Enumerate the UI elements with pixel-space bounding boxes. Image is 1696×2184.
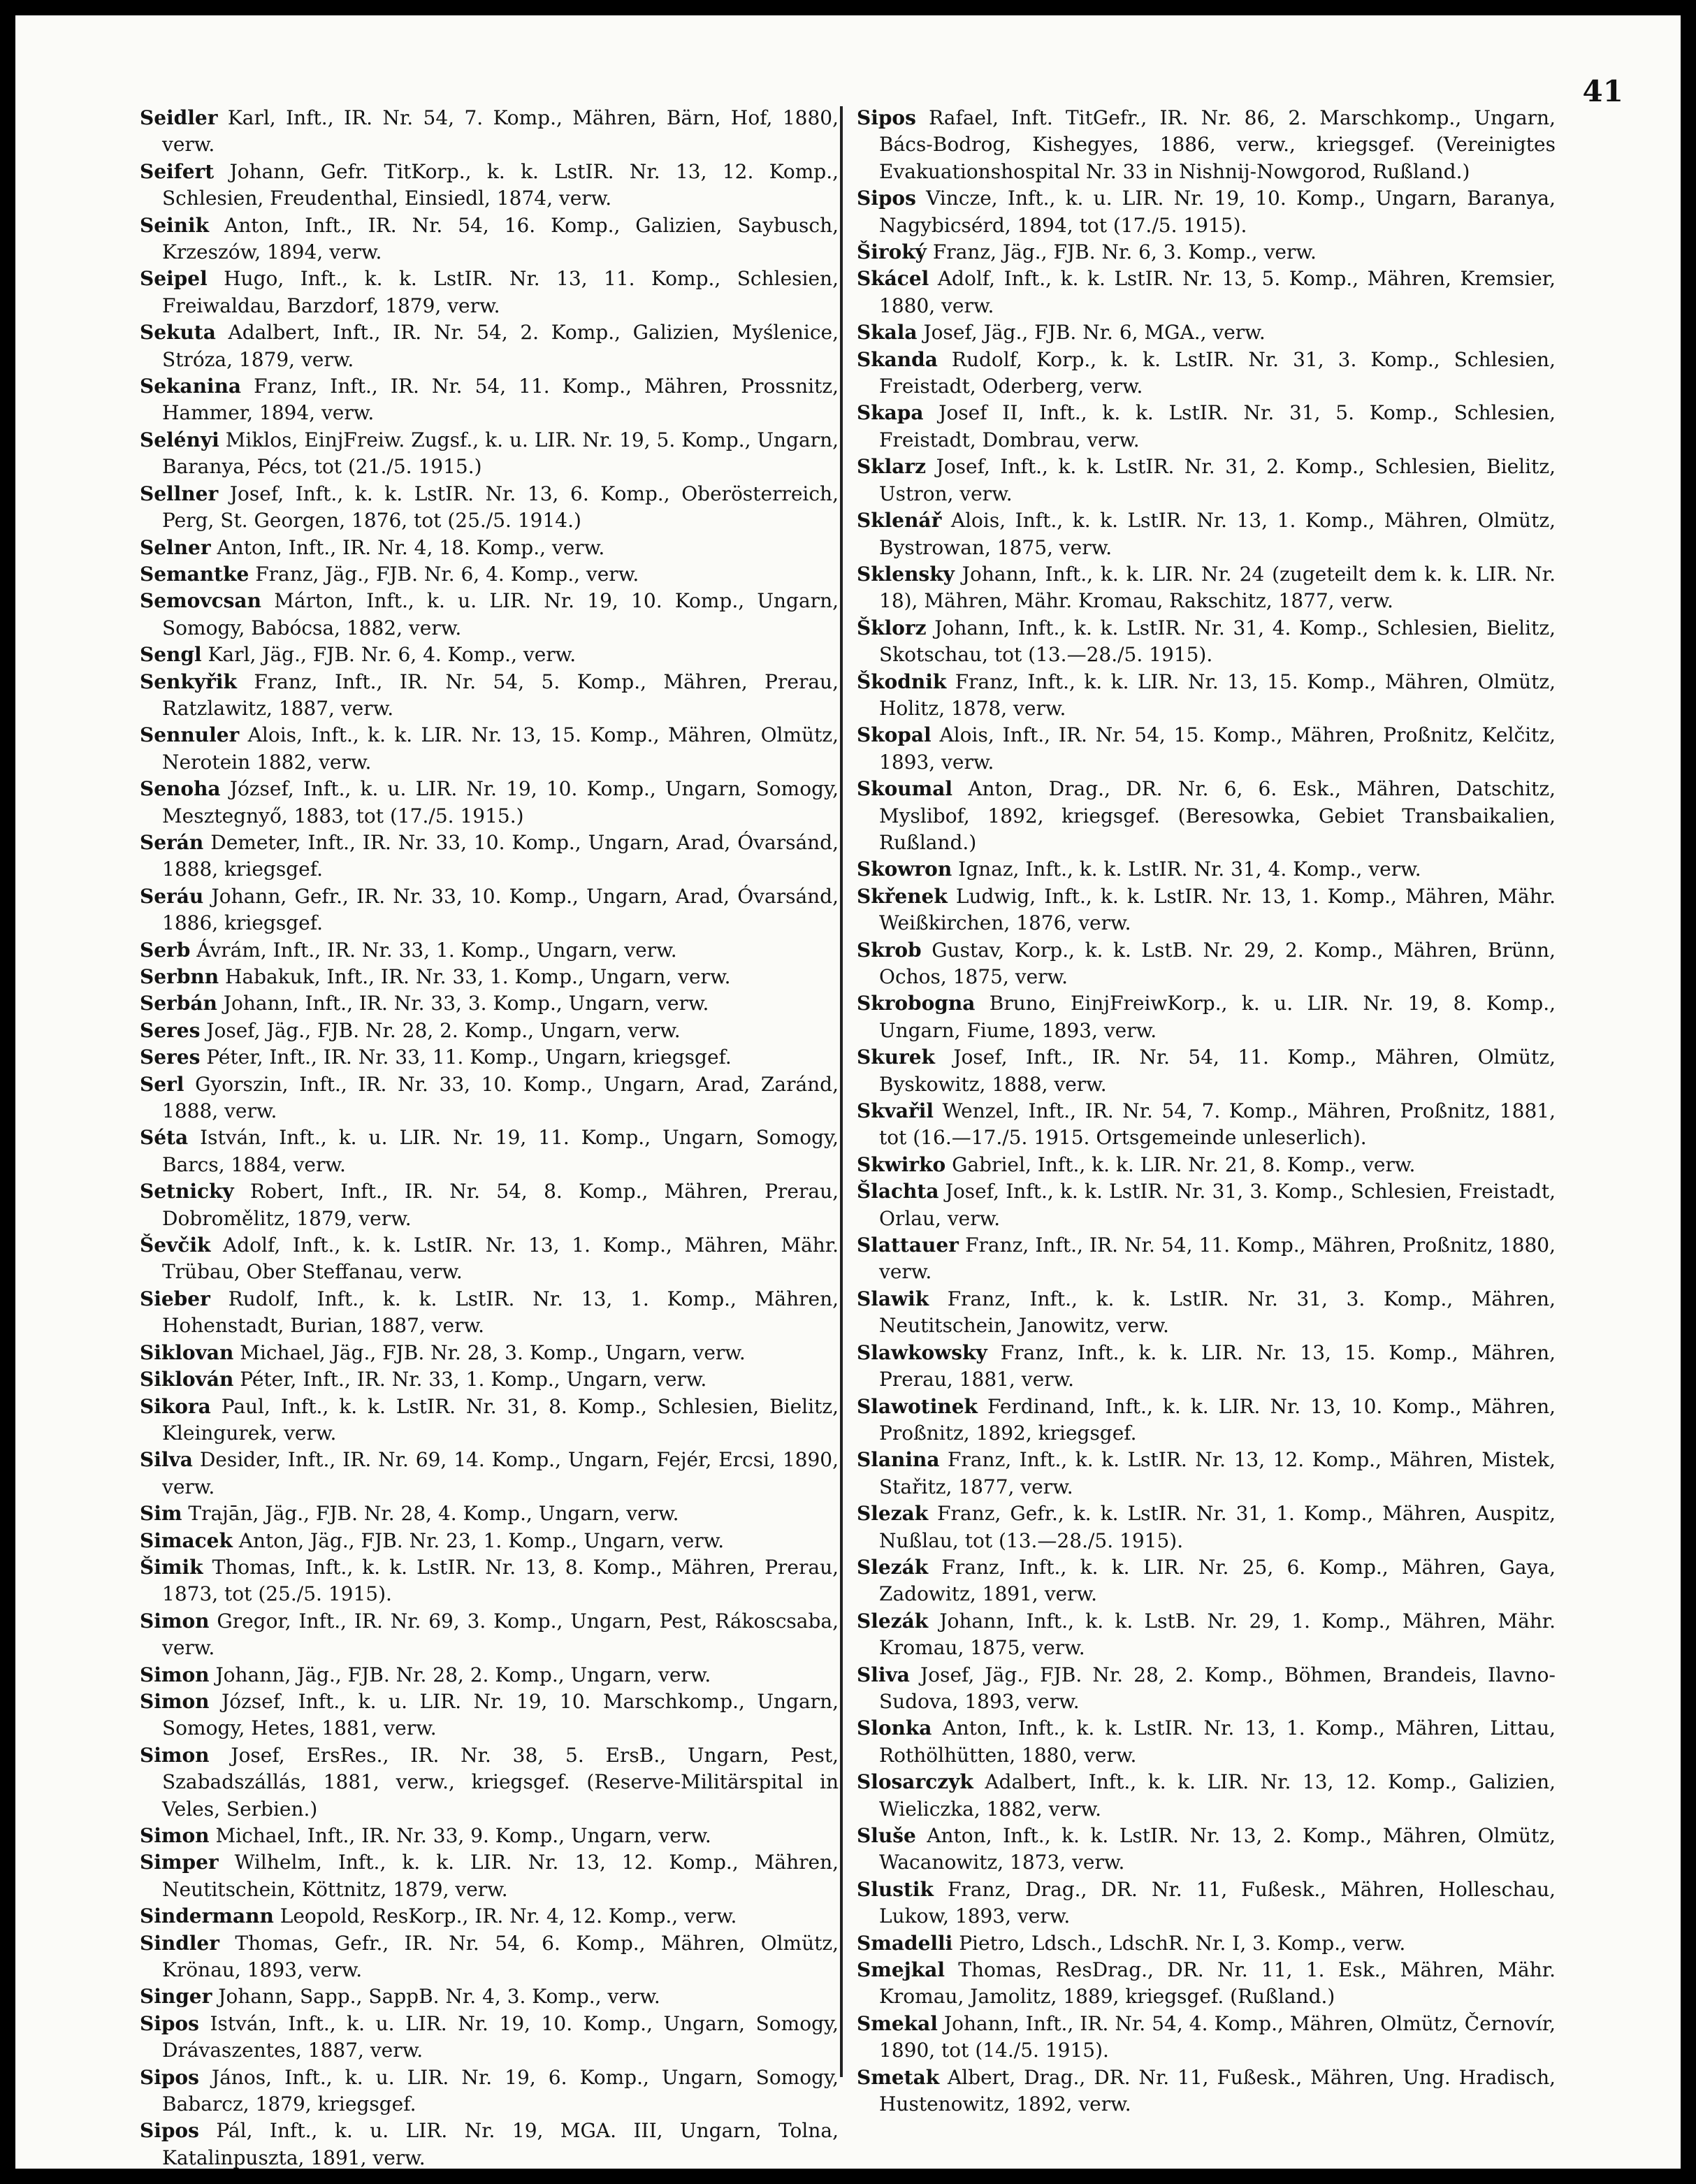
entry-surname: Skřenek [857, 884, 948, 908]
entry-details: Ferdinand, Inft., k. k. LIR. Nr. 13, 10. Komp., Mähren, Proßnitz, 1892, kriegsgef. [879, 1394, 1556, 1445]
entry-details: Franz, Drag., DR. Nr. 11, Fußesk., Mähren, Holleschau, Lukow, 1893, verw. [879, 1877, 1556, 1928]
entry-surname: Sipos [140, 2119, 199, 2143]
entry-details: Robert, Inft., IR. Nr. 54, 8. Komp., Mähren, Prerau, Dobromělitz, 1879, verw. [162, 1180, 839, 1230]
register-entry [140, 937, 839, 964]
entry-details: Wenzel, Inft., IR. Nr. 54, 7. Komp., Mähren, Proßnitz, 1881, tot (16.—17./5. 1915. Ortsgemeinde unleserlich). [879, 1099, 1556, 1150]
register-entry [140, 427, 839, 481]
entry-surname: Simon [140, 1743, 210, 1767]
entry-surname: Simacek [140, 1528, 233, 1552]
entry-surname: Slawik [857, 1287, 929, 1310]
entry-details: Paul, Inft., k. k. LstIR. Nr. 31, 8. Komp., Schlesien, Bielitz, Kleingurek, verw. [162, 1394, 839, 1445]
register-entry [140, 830, 839, 883]
entry-details: Josef, Inft., k. k. LstIR. Nr. 31, 3. Komp., Schlesien, Freistadt, Orlau, verw. [879, 1180, 1556, 1230]
register-entry [140, 481, 839, 535]
entry-details: Pietro, Ldsch., LdschR. Nr. I, 3. Komp., verw. [959, 1931, 1406, 1955]
entry-surname: Šklorz [857, 616, 927, 639]
register-entry [140, 776, 839, 830]
entry-surname: Slanina [857, 1448, 940, 1472]
register-entry [857, 937, 1556, 991]
entry-details: József, Inft., k. u. LIR. Nr. 19, 10. Komp., Ungarn, Somogy, Mesztegnyő, 1883, tot (17./5. 1915.) [162, 777, 839, 827]
entry-details: Josef, Jäg., FJB. Nr. 6, MGA., verw. [923, 321, 1266, 345]
entry-surname: Sklenář [857, 509, 942, 533]
register-entry [140, 669, 839, 723]
register-entry [140, 883, 839, 937]
entry-surname: Simon [140, 1689, 210, 1713]
register-entry [857, 1823, 1556, 1876]
entry-surname: Skurek [857, 1046, 935, 1069]
entry-details: Ludwig, Inft., k. k. LstIR. Nr. 13, 1. Komp., Mähren, Mähr. Weißkirchen, 1876, verw. [879, 884, 1556, 935]
register-entry [140, 1528, 839, 1554]
register-entry [140, 990, 839, 1017]
entry-details: József, Inft., k. u. LIR. Nr. 19, 10. Marschkomp., Ungarn, Somogy, Hetes, 1881, verw. [162, 1689, 839, 1740]
entry-details: Ávrám, Inft., IR. Nr. 33, 1. Komp., Ungarn, verw. [196, 938, 677, 962]
entry-details: Michael, Jäg., FJB. Nr. 28, 3. Komp., Ungarn, verw. [240, 1340, 746, 1364]
entry-details: Gustav, Korp., k. k. LstB. Nr. 29, 2. Komp., Mähren, Brünn, Ochos, 1875, verw. [879, 938, 1556, 988]
entry-details: Johann, Jäg., FJB. Nr. 28, 2. Komp., Ungarn, verw. [215, 1663, 711, 1686]
entry-details: Josef, Jäg., FJB. Nr. 28, 2. Komp., Böhmen, Brandeis, Ilavno-Sudova, 1893, verw. [879, 1663, 1556, 1713]
register-entry [140, 561, 839, 588]
entry-details: Péter, Inft., IR. Nr. 33, 1. Komp., Ungarn, verw. [240, 1368, 707, 1391]
right-column [857, 105, 1556, 2118]
register-entry [140, 212, 839, 266]
entry-surname: Skopal [857, 723, 932, 747]
entry-surname: Simon [140, 1609, 210, 1633]
register-entry [857, 319, 1556, 346]
entry-surname: Serb [140, 938, 191, 962]
entry-surname: Sindler [140, 1931, 219, 1955]
register-entry [140, 1608, 839, 1662]
entry-details: Demeter, Inft., IR. Nr. 33, 10. Komp., Ungarn, Arad, Óvarsánd, 1888, kriegsgef. [162, 830, 839, 881]
entry-surname: Sennuler [140, 723, 240, 747]
register-entry [857, 1500, 1556, 1554]
entry-details: Johann, Inft., IR. Nr. 54, 4. Komp., Mähren, Olmütz, Černovír, 1890, tot (14./5. 1915). [879, 2011, 1556, 2062]
entry-details: Franz, Inft., k. k. LIR. Nr. 13, 15. Komp., Mähren, Olmütz, Holitz, 1878, verw. [879, 670, 1556, 720]
entry-details: Johann, Inft., k. k. LIR. Nr. 24 (zugeteilt dem k. k. LIR. Nr. 18), Mähren, Mähr. Kromau, Rakschitz, 1877, verw. [879, 562, 1556, 613]
entry-details: Johann, Inft., k. k. LstIR. Nr. 31, 4. Komp., Schlesien, Bielitz, Skotschau, tot (13.—28./5. 1915). [879, 616, 1556, 667]
entry-surname: Slawotinek [857, 1394, 978, 1418]
register-entry [140, 2064, 839, 2118]
entry-details: Desider, Inft., IR. Nr. 69, 14. Komp., Ungarn, Fejér, Ercsi, 1890, verw. [162, 1448, 839, 1498]
entry-surname: Sekanina [140, 375, 242, 398]
register-entry [857, 266, 1556, 319]
entry-details: Johann, Gefr., IR. Nr. 33, 10. Komp., Ungarn, Arad, Óvarsánd, 1886, kriegsgef. [162, 884, 839, 935]
entry-surname: Seifert [140, 159, 215, 183]
register-entry [857, 776, 1556, 856]
entry-details: Bruno, EinjFreiwKorp., k. u. LIR. Nr. 19, 8. Komp., Ungarn, Fiume, 1893, verw. [879, 992, 1556, 1042]
register-entry [140, 2011, 839, 2064]
register-entry [140, 722, 839, 776]
entry-surname: Slosarczyk [857, 1770, 973, 1794]
entry-details: Rudolf, Inft., k. k. LstIR. Nr. 13, 1. Komp., Mähren, Hohenstadt, Burian, 1887, verw. [162, 1287, 839, 1338]
entry-surname: Skvařil [857, 1099, 934, 1123]
entry-surname: Sim [140, 1502, 182, 1526]
entry-details: Gyorszin, Inft., IR. Nr. 33, 10. Komp., Ungarn, Arad, Zaránd, 1888, verw. [162, 1072, 839, 1123]
entry-details: Josef, Jäg., FJB. Nr. 28, 2. Komp., Ungarn, verw. [206, 1018, 681, 1042]
register-entry [140, 373, 839, 427]
entry-surname: Slattauer [857, 1234, 959, 1257]
entry-surname: Slezák [857, 1609, 929, 1633]
register-entry [857, 1044, 1556, 1098]
register-entry [140, 964, 839, 990]
register-entry [140, 319, 839, 373]
register-entry [857, 347, 1556, 400]
register-entry [140, 1340, 839, 1366]
register-entry [857, 185, 1556, 239]
entry-details: Franz, Jäg., FJB. Nr. 6, 3. Komp., verw. [932, 240, 1317, 264]
register-entry [857, 1876, 1556, 1930]
register-entry [857, 722, 1556, 776]
entry-surname: Šimik [140, 1555, 203, 1579]
entry-details: János, Inft., k. u. LIR. Nr. 19, 6. Komp., Ungarn, Somogy, Babarcz, 1879, kriegsgef. [162, 2065, 839, 2116]
register-entry [857, 239, 1556, 266]
register-entry [857, 561, 1556, 615]
entry-details: Alois, Inft., k. k. LstIR. Nr. 13, 1. Komp., Mähren, Olmütz, Bystrowan, 1875, verw. [879, 509, 1556, 559]
entry-surname: Škodnik [857, 670, 947, 693]
entry-details: Franz, Inft., k. k. LstIR. Nr. 31, 3. Komp., Mähren, Neutitschein, Janowitz, verw. [879, 1287, 1556, 1338]
entry-details: Franz, Inft., k. k. LIR. Nr. 13, 15. Komp., Mähren, Prerau, 1881, verw. [879, 1340, 1556, 1391]
entry-details: Adolf, Inft., k. k. LstIR. Nr. 13, 1. Komp., Mähren, Mähr. Trübau, Ober Steffanau, verw. [162, 1234, 839, 1284]
entry-surname: Semovcsan [140, 589, 261, 613]
entry-surname: Skapa [857, 401, 924, 425]
entry-details: Josef II, Inft., k. k. LstIR. Nr. 31, 5. Komp., Schlesien, Freistadt, Dombrau, verw. [879, 401, 1556, 451]
register-entry [857, 400, 1556, 454]
entry-surname: Serl [140, 1072, 184, 1096]
entry-surname: Semantke [140, 562, 249, 586]
document-page [15, 15, 1681, 2169]
register-entry [857, 883, 1556, 937]
register-entry [857, 990, 1556, 1044]
register-entry [140, 1044, 839, 1071]
entry-surname: Skanda [857, 347, 938, 371]
entry-surname: Sikora [140, 1394, 211, 1418]
entry-surname: Simper [140, 1851, 219, 1874]
register-entry [857, 1098, 1556, 1152]
register-entry [140, 1823, 839, 1849]
register-entry [857, 1286, 1556, 1340]
entry-details: Alois, Inft., k. k. LIR. Nr. 13, 15. Komp., Mähren, Olmütz, Nerotein 1882, verw. [162, 723, 839, 774]
entry-surname: Sipos [857, 106, 916, 129]
entry-surname: Skala [857, 321, 918, 345]
entry-surname: Sekuta [140, 321, 216, 345]
entry-details: Michael, Inft., IR. Nr. 33, 9. Komp., Ungarn, verw. [215, 1824, 711, 1847]
entry-details: Márton, Inft., k. u. LIR. Nr. 19, 10. Komp., Ungarn, Somogy, Babócsa, 1882, verw. [162, 589, 839, 639]
entry-surname: Selényi [140, 428, 219, 451]
entry-surname: Slawkowsky [857, 1340, 987, 1364]
register-entry [140, 1930, 839, 1984]
entry-surname: Siklovan [140, 1340, 234, 1364]
entry-details: Wilhelm, Inft., k. k. LIR. Nr. 13, 12. Komp., Mähren, Neutitschein, Köttnitz, 1879, verw. [162, 1851, 839, 1901]
entry-surname: Sklensky [857, 562, 955, 586]
entry-details: Franz, Inft., IR. Nr. 54, 11. Komp., Mähren, Proßnitz, 1880, verw. [879, 1234, 1556, 1284]
register-entry [857, 1178, 1556, 1232]
register-entry [857, 2064, 1556, 2118]
entry-surname: Sipos [140, 2065, 199, 2089]
entry-details: Gregor, Inft., IR. Nr. 69, 3. Komp., Ungarn, Pest, Rákoscsaba, verw. [162, 1609, 839, 1660]
register-entry [857, 1930, 1556, 1957]
entry-surname: Sellner [140, 482, 219, 505]
entry-details: Johann, Gefr. TitKorp., k. k. LstIR. Nr. 13, 12. Komp., Schlesien, Freudenthal, Einsiedl, 1874, verw. [162, 159, 839, 210]
entry-surname: Serán [140, 830, 204, 854]
entry-surname: Senoha [140, 777, 221, 801]
register-entry [140, 535, 839, 561]
column-divider [840, 106, 843, 2077]
register-entry [140, 1071, 839, 1125]
entry-details: Thomas, Inft., k. k. LstIR. Nr. 13, 8. Komp., Mähren, Prerau, 1873, tot (25./5. 1915). [162, 1555, 839, 1606]
entry-details: Miklos, EinjFreiw. Zugsf., k. u. LIR. Nr. 19, 5. Komp., Ungarn, Baranya, Pécs, tot (21./5. 1915.) [162, 428, 839, 479]
entry-surname: Sluše [857, 1824, 916, 1847]
register-entry [857, 1394, 1556, 1447]
entry-surname: Sieber [140, 1287, 210, 1310]
entry-details: Karl, Jäg., FJB. Nr. 6, 4. Komp., verw. [208, 643, 577, 667]
entry-surname: Slonka [857, 1716, 932, 1740]
register-entry [857, 1554, 1556, 1608]
register-entry [857, 615, 1556, 669]
register-entry [140, 1286, 839, 1340]
register-entry [857, 1769, 1556, 1823]
register-entry [857, 856, 1556, 883]
register-entry [140, 105, 839, 159]
register-entry [140, 588, 839, 642]
entry-surname: Seráu [140, 884, 204, 908]
register-entry [140, 1849, 839, 1903]
entry-details: Anton, Inft., IR. Nr. 4, 18. Komp., verw. [217, 535, 605, 559]
entry-surname: Skácel [857, 267, 929, 291]
entry-surname: Singer [140, 1985, 212, 2009]
page-number: 41 [1582, 74, 1623, 108]
entry-details: István, Inft., k. u. LIR. Nr. 19, 11. Komp., Ungarn, Somogy, Barcs, 1884, verw. [162, 1126, 839, 1176]
entry-details: Josef, Inft., k. k. LstIR. Nr. 31, 2. Komp., Schlesien, Bielitz, Ustron, verw. [879, 455, 1556, 505]
register-entry [140, 1178, 839, 1232]
register-entry [140, 642, 839, 668]
entry-surname: Simon [140, 1663, 210, 1686]
entry-surname: Šlachta [857, 1180, 939, 1203]
register-entry [140, 1500, 839, 1527]
entry-surname: Sindermann [140, 1904, 274, 1928]
entry-surname: Siklován [140, 1368, 234, 1391]
entry-surname: Seinik [140, 213, 210, 237]
entry-details: Johann, Inft., IR. Nr. 33, 3. Komp., Ungarn, verw. [223, 992, 709, 1015]
entry-surname: Široký [857, 240, 927, 264]
entry-surname: Senkyřik [140, 670, 237, 693]
entry-surname: Smadelli [857, 1931, 953, 1955]
entry-surname: Selner [140, 535, 211, 559]
entry-surname: Sengl [140, 643, 202, 667]
entry-details: István, Inft., k. u. LIR. Nr. 19, 10. Komp., Ungarn, Somogy, Drávaszentes, 1887, verw. [162, 2011, 839, 2062]
entry-surname: Skoumal [857, 777, 953, 801]
entry-details: Ignaz, Inft., k. k. LstIR. Nr. 31, 4. Komp., verw. [958, 858, 1421, 881]
register-entry [857, 105, 1556, 185]
entry-details: Rudolf, Korp., k. k. LstIR. Nr. 31, 3. Komp., Schlesien, Freistadt, Oderberg, verw. [879, 347, 1556, 398]
register-entry [857, 1662, 1556, 1716]
register-entry [140, 1662, 839, 1688]
entry-details: Franz, Gefr., k. k. LstIR. Nr. 31, 1. Komp., Mähren, Auspitz, Nußlau, tot (13.—28./5. 1915). [879, 1502, 1556, 1552]
entry-details: Josef, Inft., IR. Nr. 54, 11. Komp., Mähren, Olmütz, Byskowitz, 1888, verw. [879, 1046, 1556, 1096]
entry-details: Anton, Drag., DR. Nr. 6, 6. Esk., Mähren, Datschitz, Myslibof, 1892, kriegsgef. (Beresowka, Gebiet Transbaikalien, Rußland.) [879, 777, 1556, 854]
entry-details: Franz, Inft., IR. Nr. 54, 11. Komp., Mähren, Prossnitz, Hammer, 1894, verw. [162, 375, 839, 425]
entry-details: Johann, Sapp., SappB. Nr. 4, 3. Komp., verw. [218, 1985, 660, 2009]
entry-surname: Skrob [857, 938, 922, 962]
entry-details: Thomas, ResDrag., DR. Nr. 11, 1. Esk., Mähren, Mähr. Kromau, Jamolitz, 1889, kriegsgef. (Rußland.) [879, 1958, 1556, 2009]
entry-details: Pál, Inft., k. u. LIR. Nr. 19, MGA. III, Ungarn, Tolna, Katalinpuszta, 1891, verw. [162, 2119, 839, 2169]
register-entry [140, 1232, 839, 1286]
register-entry [857, 507, 1556, 561]
register-entry [140, 1903, 839, 1930]
entry-surname: Smetak [857, 2065, 940, 2089]
entry-surname: Sliva [857, 1663, 910, 1686]
register-entry [857, 1447, 1556, 1500]
register-entry [140, 1447, 839, 1500]
entry-details: Anton, Inft., IR. Nr. 54, 16. Komp., Galizien, Saybusch, Krzeszów, 1894, verw. [162, 213, 839, 264]
entry-details: Vincze, Inft., k. u. LIR. Nr. 19, 10. Komp., Ungarn, Baranya, Nagybicsérd, 1894, tot (17./5. 1915). [879, 187, 1556, 237]
entry-surname: Sklarz [857, 455, 927, 479]
entry-surname: Seidler [140, 106, 218, 129]
entry-surname: Séta [140, 1126, 189, 1150]
entry-details: Josef, Inft., k. k. LstIR. Nr. 13, 6. Komp., Oberösterreich, Perg, St. Georgen, 1876, tot (25./5. 1914.) [162, 482, 839, 533]
entry-surname: Silva [140, 1448, 193, 1472]
entry-details: Leopold, ResKorp., IR. Nr. 4, 12. Komp., verw. [280, 1904, 737, 1928]
entry-surname: Seres [140, 1018, 201, 1042]
entry-details: Adalbert, Inft., k. k. LIR. Nr. 13, 12. Komp., Galizien, Wieliczka, 1882, verw. [879, 1770, 1556, 1821]
register-entry [140, 1983, 839, 2010]
register-entry [140, 1554, 839, 1608]
entry-details: Karl, Inft., IR. Nr. 54, 7. Komp., Mähren, Bärn, Hof, 1880, verw. [162, 106, 839, 157]
entry-details: Franz, Jäg., FJB. Nr. 6, 4. Komp., verw. [255, 562, 639, 586]
register-entry [140, 2118, 839, 2169]
register-entry [140, 266, 839, 319]
entry-details: Gabriel, Inft., k. k. LIR. Nr. 21, 8. Komp., verw. [952, 1152, 1416, 1176]
entry-surname: Sipos [857, 187, 916, 210]
entry-surname: Simon [140, 1824, 210, 1847]
register-entry [857, 1715, 1556, 1769]
entry-surname: Slezak [857, 1502, 929, 1526]
register-entry [140, 1366, 839, 1393]
entry-details: Franz, Inft., IR. Nr. 54, 5. Komp., Mähren, Prerau, Ratzlawitz, 1887, verw. [162, 670, 839, 720]
entry-details: Johann, Inft., k. k. LstB. Nr. 29, 1. Komp., Mähren, Mähr. Kromau, 1875, verw. [879, 1609, 1556, 1660]
entry-details: Rafael, Inft. TitGefr., IR. Nr. 86, 2. Marschkomp., Ungarn, Bács-Bodrog, Kishegyes, 1886, verw., kriegsgef. (Vereinigtes Evakuationshospital Nr. 33 in Nishnij-Nowgorod, Rußland.) [879, 106, 1556, 183]
register-entry [857, 1340, 1556, 1394]
register-entry [857, 2011, 1556, 2064]
register-entry [140, 1688, 839, 1742]
entry-surname: Slezák [857, 1555, 929, 1579]
entry-details: Franz, Inft., k. k. LIR. Nr. 25, 6. Komp., Mähren, Gaya, Zadowitz, 1891, verw. [879, 1555, 1556, 1606]
register-entry [857, 1232, 1556, 1286]
entry-details: Adalbert, Inft., IR. Nr. 54, 2. Komp., Galizien, Myślenice, Stróza, 1879, verw. [162, 321, 839, 371]
entry-surname: Seres [140, 1046, 201, 1069]
entry-details: Habakuk, Inft., IR. Nr. 33, 1. Komp., Ungarn, verw. [225, 965, 731, 988]
entry-details: Franz, Inft., k. k. LstIR. Nr. 13, 12. Komp., Mähren, Mistek, Stařitz, 1877, verw. [879, 1448, 1556, 1498]
entry-surname: Smejkal [857, 1958, 945, 1982]
entry-surname: Ševčik [140, 1234, 211, 1257]
entry-surname: Smekal [857, 2011, 938, 2035]
entry-surname: Sipos [140, 2011, 199, 2035]
entry-details: Adolf, Inft., k. k. LstIR. Nr. 13, 5. Komp., Mähren, Kremsier, 1880, verw. [879, 267, 1556, 317]
register-entry [857, 1608, 1556, 1662]
entry-surname: Serbán [140, 992, 217, 1015]
entry-details: Péter, Inft., IR. Nr. 33, 11. Komp., Ungarn, kriegsgef. [206, 1046, 732, 1069]
entry-surname: Slustik [857, 1877, 934, 1901]
entry-details: Alois, Inft., IR. Nr. 54, 15. Komp., Mähren, Proßnitz, Kelčitz, 1893, verw. [879, 723, 1556, 774]
register-entry [857, 1957, 1556, 2011]
register-entry [140, 1742, 839, 1823]
entry-details: Hugo, Inft., k. k. LstIR. Nr. 13, 11. Komp., Schlesien, Freiwaldau, Barzdorf, 1879, verw. [162, 267, 839, 317]
entry-surname: Setnicky [140, 1180, 234, 1203]
entry-details: Anton, Jäg., FJB. Nr. 23, 1. Komp., Ungarn, verw. [238, 1528, 725, 1552]
entry-details: Anton, Inft., k. k. LstIR. Nr. 13, 2. Komp., Mähren, Olmütz, Wacanowitz, 1873, verw. [879, 1824, 1556, 1874]
entry-surname: Seipel [140, 267, 208, 291]
register-entry [140, 1394, 839, 1447]
register-entry [857, 1152, 1556, 1178]
register-entry [857, 669, 1556, 723]
entry-surname: Serbnn [140, 965, 219, 988]
entry-surname: Skwirko [857, 1152, 946, 1176]
register-entry [140, 1018, 839, 1044]
register-entry [140, 159, 839, 212]
entry-surname: Skrobogna [857, 992, 976, 1015]
register-entry [140, 1124, 839, 1178]
entry-details: Albert, Drag., DR. Nr. 11, Fußesk., Mähren, Ung. Hradisch, Hustenowitz, 1892, verw. [879, 2065, 1556, 2116]
entry-details: Thomas, Gefr., IR. Nr. 54, 6. Komp., Mähren, Olmütz, Krönau, 1893, verw. [162, 1931, 839, 1982]
left-column [140, 105, 839, 2169]
entry-details: Trajān, Jäg., FJB. Nr. 28, 4. Komp., Ungarn, verw. [188, 1502, 679, 1526]
entry-surname: Skowron [857, 858, 952, 881]
register-entry [857, 454, 1556, 507]
entry-details: Anton, Inft., k. k. LstIR. Nr. 13, 1. Komp., Mähren, Littau, Rothölhütten, 1880, verw. [879, 1716, 1556, 1767]
entry-details: Josef, ErsRes., IR. Nr. 38, 5. ErsB., Ungarn, Pest, Szabadszállás, 1881, verw., kriegsgef. (Reserve-Militärspital in Veles, Serbien.) [162, 1743, 839, 1821]
